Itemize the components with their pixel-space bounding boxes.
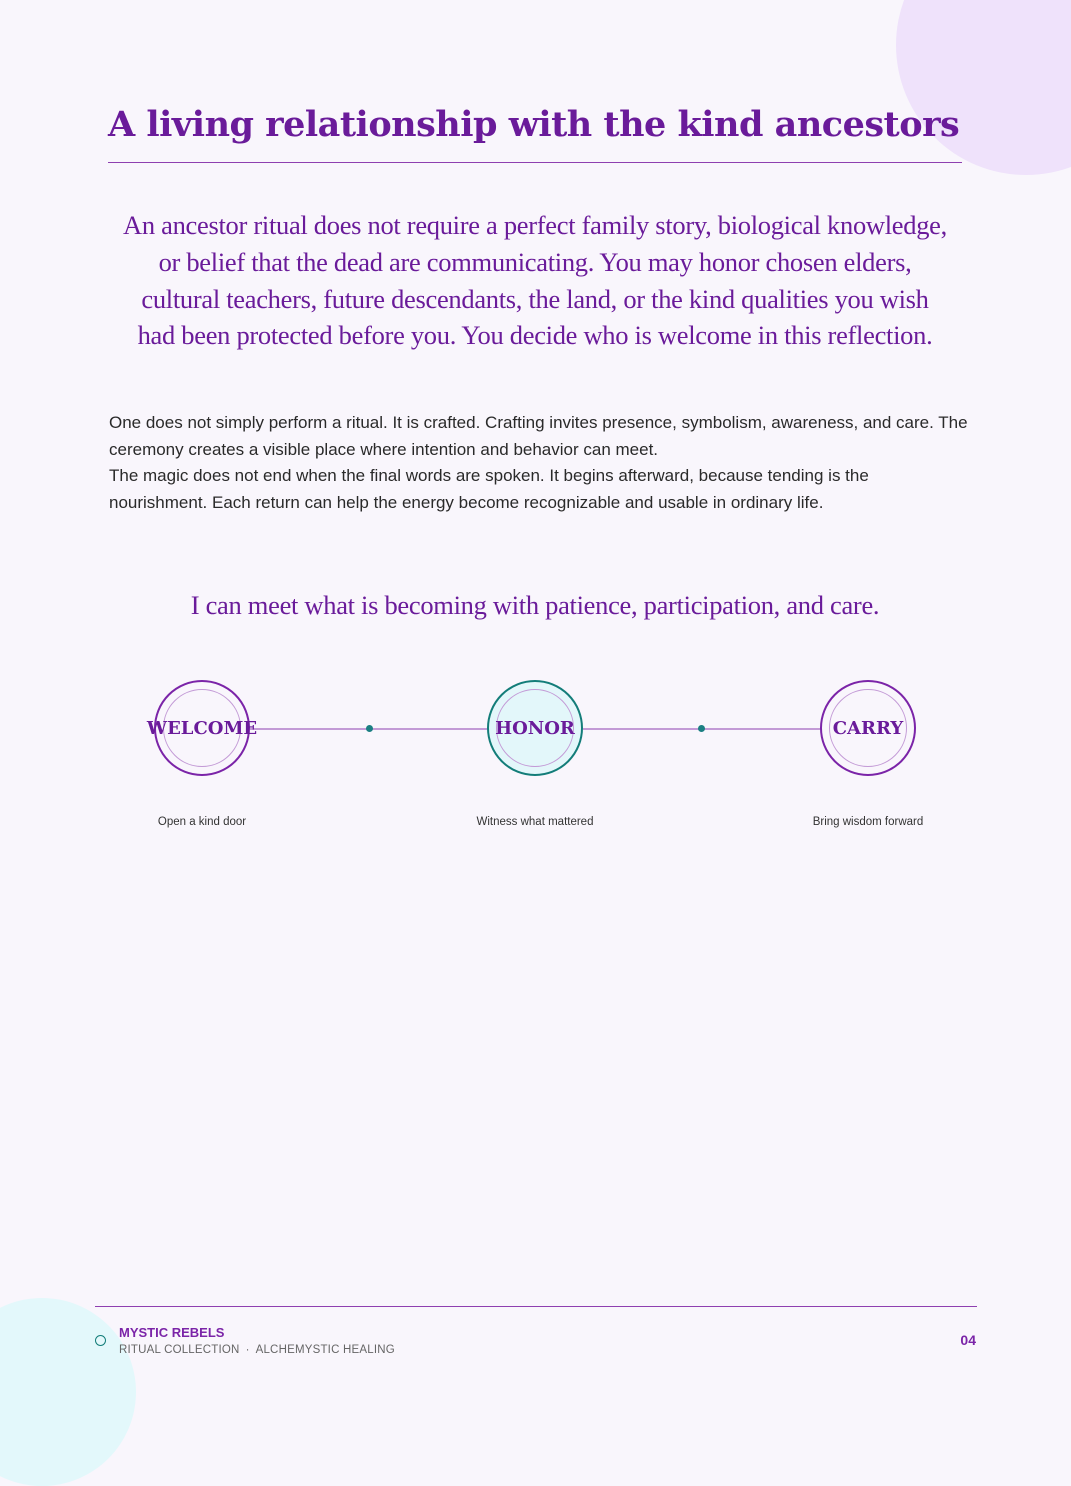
body-paragraph: The magic does not end when the final words are spoken. It begins afterward, because tending is the nourishment. Each return can help the energy become recognizable and usable in ordinary life. bbox=[109, 466, 869, 512]
ritual-steps-flow bbox=[0, 670, 1071, 850]
step-caption-honor: Witness what mattered bbox=[476, 816, 594, 828]
body-paragraph: One does not simply perform a ritual. It is crafted. Crafting invites presence, symbolism, awareness, and care. The ceremony creates a visible place where intention and behavior can meet. bbox=[109, 413, 968, 459]
decorative-circle-bottom bbox=[0, 1298, 136, 1486]
connector-dot bbox=[698, 725, 705, 732]
body-text bbox=[109, 410, 969, 516]
footer-divider bbox=[95, 1306, 977, 1307]
page-title: A living relationship with the kind ancestors bbox=[108, 104, 960, 145]
footer-brand: MYSTIC REBELS bbox=[119, 1325, 225, 1340]
footer-collection: RITUAL COLLECTION bbox=[119, 1344, 240, 1356]
footer-series: ALCHEMYSTIC HEALING bbox=[255, 1344, 395, 1356]
step-label-carry: CARRY bbox=[832, 718, 904, 739]
step-caption-carry: Bring wisdom forward bbox=[812, 816, 924, 828]
connector-dot bbox=[366, 725, 373, 732]
affirmation: I can meet what is becoming with patience, participation, and care. bbox=[190, 590, 880, 620]
step-label-welcome: WELCOME bbox=[146, 718, 258, 739]
footer-separator: · bbox=[245, 1344, 250, 1356]
step-caption-welcome: Open a kind door bbox=[157, 816, 247, 828]
lead-paragraph: An ancestor ritual does not require a perfect family story, biological knowledge, or belief that the dead are communicating. You may honor chosen elders, cultural teachers, future descendants, the land, or the kind qualities you wish had been protected before you. You decide who is welcome in this reflection. bbox=[123, 210, 947, 351]
step-label-honor: HONOR bbox=[495, 718, 575, 739]
circle-icon bbox=[95, 1335, 106, 1346]
decorative-circle-top bbox=[896, 0, 1071, 175]
footer-subtitle bbox=[119, 1344, 395, 1356]
page-number: 04 bbox=[960, 1332, 976, 1348]
title-divider bbox=[108, 162, 962, 163]
